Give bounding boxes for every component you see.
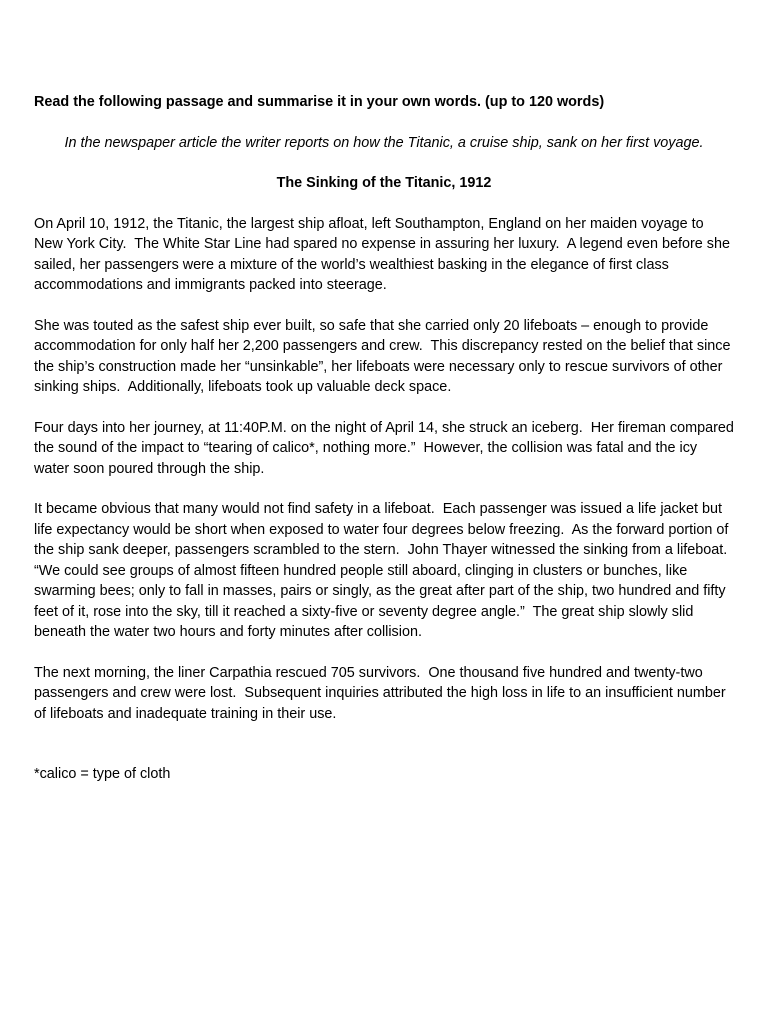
- instruction-text: Read the following passage and summarise it in your own words. (up to 120 words): [34, 94, 605, 110]
- paragraph-4: It became obvious that many would not find safety in a lifeboat. Each passenger was issued a life jacket but life expectancy would be short when exposed to water four degrees below freezing. As the forward portion of the ship sank deeper, passengers scrambled to the stern. John Thayer witnessed the sinking from a lifeboat. “We could see groups of almost fifteen hundred people still aboard, clinging in clusters or bunches, like swarming bees; only to fall in masses, pairs or singly, as the great after part of the ship, two hundred and fifty feet of it, rose into the sky, till it reached a sixty-five or seventy degree angle.” The great ship slowly slid beneath the water two hours and forty minutes after collision.: [34, 501, 736, 640]
- intro-text: In the newspaper article the writer reports on how the Titanic, a cruise ship, sank on her first voyage.: [64, 134, 704, 151]
- document-page: [34, 92, 738, 785]
- paragraph-5: The next morning, the liner Carpathia rescued 705 survivors. One thousand five hundred and twenty-two passengers and crew were lost. Subsequent inquiries attributed the high loss in life to an insufficient number of lifeboats and inadequate training in their use.: [34, 664, 730, 722]
- paragraph-2: She was touted as the safest ship ever built, so safe that she carried only 20 lifeboats – enough to provide accommodation for only half her 2,200 passengers and crew. This discrepancy rested on the belief that since the ship’s construction made her “unsinkable”, her lifeboats were necessary only to rescue survivors of other sinking ships. Additionally, lifeboats took up valuable deck space.: [34, 317, 735, 395]
- paragraph-3: Four days into her journey, at 11:40P.M. on the night of April 14, she struck an iceberg. Her fireman compared the sound of the impact to “tearing of calico*, nothing more.” However, the collision was fatal and the icy water soon poured through the ship.: [34, 419, 738, 477]
- article-title: The Sinking of the Titanic, 1912: [276, 175, 492, 191]
- paragraph-1: On April 10, 1912, the Titanic, the largest ship afloat, left Southampton, England on her maiden voyage to New York City. The White Star Line had spared no expense in assuring her luxury. A legend even before she sailed, her passengers were a mixture of the world’s wealthiest basking in the elegance of first class accommodations and immigrants packed into steerage.: [34, 215, 734, 293]
- footnote: *calico = type of cloth: [34, 766, 171, 782]
